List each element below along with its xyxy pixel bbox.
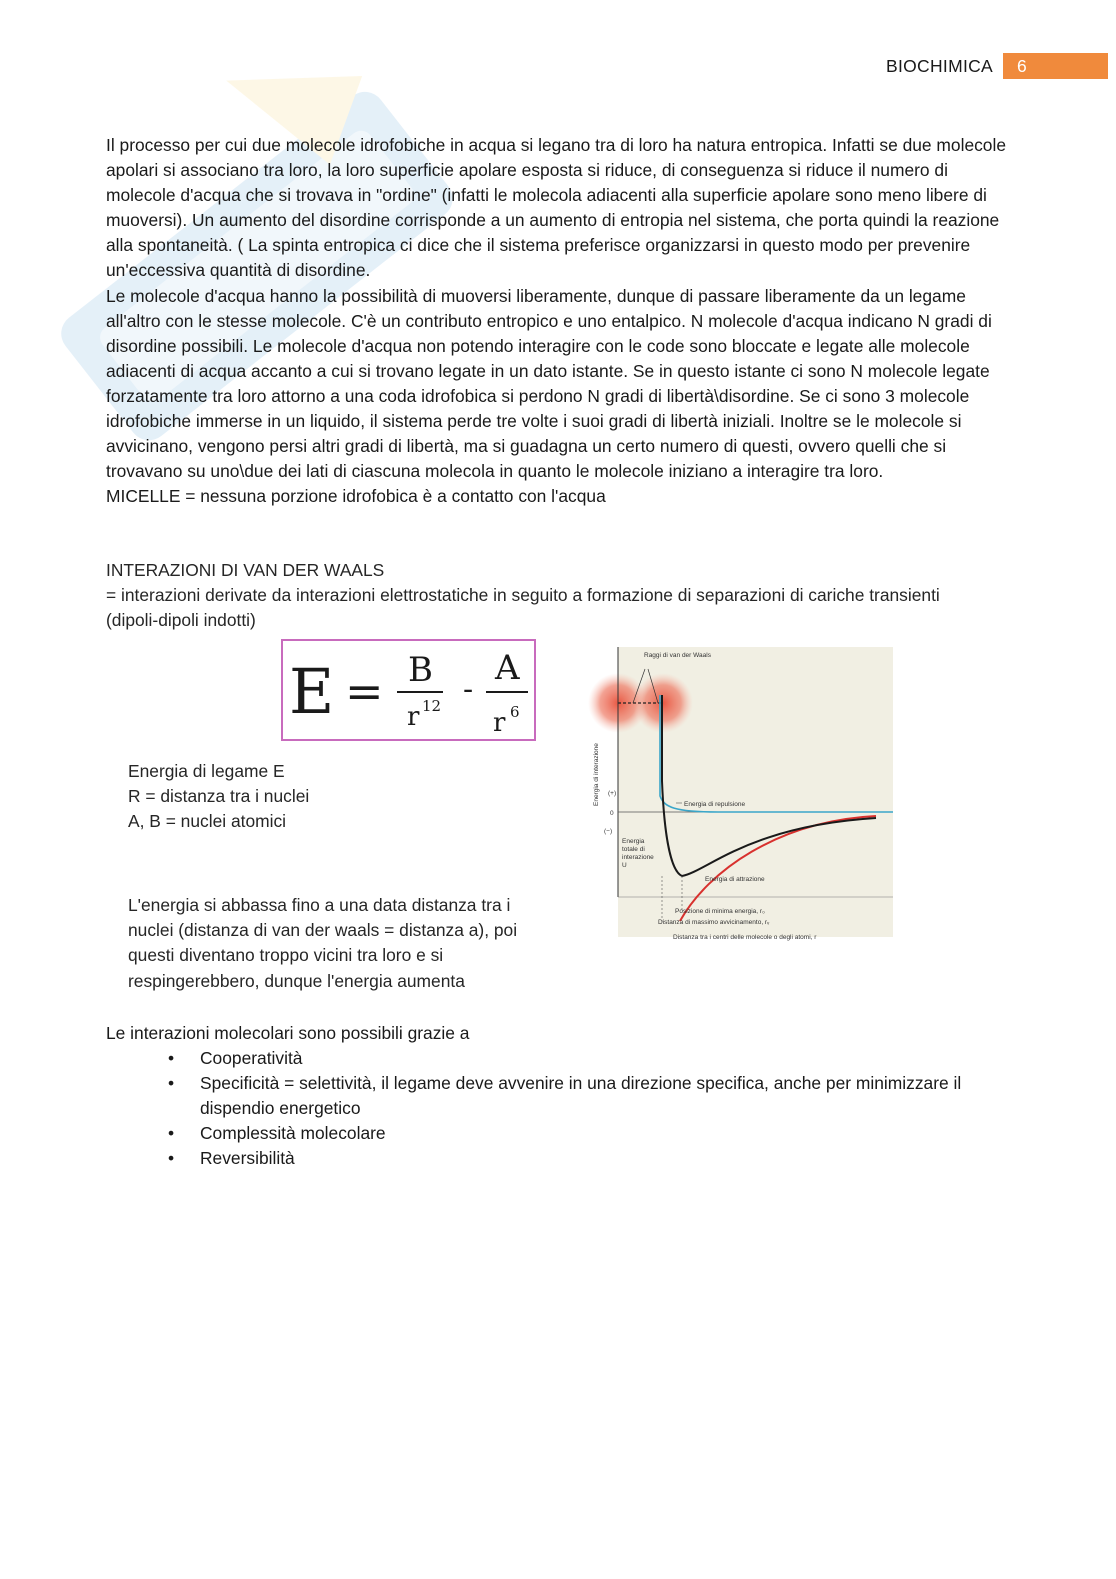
list-item-text: Complessità molecolare bbox=[200, 1123, 386, 1144]
bullet-icon: • bbox=[168, 1073, 175, 1094]
label-total-1: Energia bbox=[622, 838, 645, 845]
explanation-text: L'energia si abbassa fino a una data distanza tra i nuclei (distanza di van der waals = distanza a), poi questi diventano troppo vicini tra loro e si respingerebbero, dunque l'energia aumenta bbox=[128, 895, 518, 991]
legend-distance: R = distanza tra i nuclei bbox=[128, 786, 310, 807]
list-item bbox=[106, 1121, 986, 1146]
bullet-icon: • bbox=[168, 1123, 175, 1144]
formula-equals: = bbox=[345, 664, 384, 718]
label-min-position: Posizione di minima energia, r₀ bbox=[675, 908, 765, 915]
body-text bbox=[106, 133, 1011, 509]
label-plus: (+) bbox=[608, 790, 617, 797]
formula-den1: r bbox=[407, 702, 420, 732]
vdw-energy-diagram bbox=[578, 631, 906, 949]
label-y-axis: Energia di interazione bbox=[593, 743, 600, 806]
legend-block bbox=[128, 759, 309, 835]
bullet-icon: • bbox=[168, 1148, 175, 1169]
label-total-3: interazione bbox=[622, 854, 654, 861]
formula-exp2: 6 bbox=[510, 703, 520, 721]
formula-minus: - bbox=[463, 672, 474, 707]
formula-image bbox=[283, 641, 534, 739]
list-item-text: Reversibilità bbox=[200, 1148, 295, 1169]
formula-den2: r bbox=[493, 708, 506, 738]
label-closest: Distanza di massimo avvicinamento, rᵥ bbox=[658, 919, 770, 926]
legend-nuclei: A, B = nuclei atomici bbox=[128, 811, 287, 832]
formula-exp1: 12 bbox=[422, 697, 442, 715]
list-item-text: Specificità = selettività, il legame deve avvenire in una direzione specifica, anche per minimizzare il dispendio energetico bbox=[200, 1073, 962, 1119]
bullet-icon: • bbox=[168, 1048, 175, 1068]
label-minus: (−) bbox=[604, 828, 613, 835]
paragraph-entropy: Il processo per cui due molecole idrofobiche in acqua si legano tra di loro ha natura entropica. Infatti se due molecole apolari si associano tra loro, la loro superficie apolare esposta si riduce, di conseguenza si riduce il numero di molecole d'acqua che si trovava in "ordine" (infatti le molecola adiacenti alla superficie apolare sono meno libere di muoversi). Un aumento del disordine corrisponde a un aumento di entropia nel sistema, che porta quindi la reazione alla spontaneità. ( La spinta entropica ci dice che il sistema preferisce organizzarsi in questo modo per prevenire un'eccessiva quantità di disordine. bbox=[106, 135, 1007, 281]
page-number-badge: 6 bbox=[1003, 53, 1108, 79]
label-radii: Raggi di van der Waals bbox=[644, 652, 711, 659]
section-heading-vdw: INTERAZIONI DI VAN DER WAALS bbox=[106, 560, 385, 580]
paragraph-micelle: MICELLE = nessuna porzione idrofobica è a contatto con l'acqua bbox=[106, 486, 606, 507]
interactions-list bbox=[106, 1046, 986, 1171]
list-item bbox=[106, 1046, 986, 1071]
formula-num1: B bbox=[408, 650, 433, 690]
formula-num2: A bbox=[495, 648, 520, 688]
formula-box bbox=[281, 639, 536, 741]
list-item-text: Cooperatività bbox=[200, 1048, 303, 1068]
legend-energy: Energia di legame E bbox=[128, 761, 285, 781]
label-attraction: Energia di attrazione bbox=[705, 876, 765, 883]
label-repulsion: Energia di repulsione bbox=[684, 801, 746, 808]
list-item bbox=[106, 1071, 986, 1121]
paragraph-water-molecules: Le molecole d'acqua hanno la possibilità di muoversi liberamente, dunque di passare liberamente da un legame all'altro con le stesse molecole. C'è un contributo entropico e uno entalpico. N molecole d'acqua indicano N gradi di disordine possibili. Le molecole d'acqua non potendo interagire con le code sono bloccate e legate alle molecole adiacenti di acqua accanto a cui si trovano legate in un dato istante. Se in questo istante ci sono N molecole legate forzatamente tra loro attorno a una coda idrofobica si perdono N gradi di libertà\disordine. Se ci sono 3 molecole idrofobiche immerse in un liquido, il sistema perde tre volte i suoi gradi di libertà iniziali. Inoltre se le molecole si avvicinano, vengono persi altri gradi di libertà, ma si guadagna un certo numero di questi, ovvero quelli che si trovavano su uno\due dei lati di ciascuna molecola in quanto le molecole iniziano a interagire tra loro. bbox=[106, 285, 992, 482]
formula-lhs: E bbox=[289, 655, 335, 728]
list-item bbox=[106, 1146, 986, 1171]
label-zero: 0 bbox=[610, 810, 614, 817]
label-total-4: U bbox=[622, 862, 627, 869]
label-x-axis: Distanza tra i centri delle molecole o degli atomi, r bbox=[673, 934, 817, 941]
label-total-2: totale di bbox=[622, 846, 645, 853]
section-definition-vdw: = interazioni derivate da interazioni elettrostatiche in seguito a formazione di separazioni di cariche transienti (dipoli-dipoli indotti) bbox=[106, 585, 940, 631]
list-intro: Le interazioni molecolari sono possibili grazie a bbox=[106, 1023, 470, 1043]
header-title: BIOCHIMICA bbox=[886, 56, 994, 76]
